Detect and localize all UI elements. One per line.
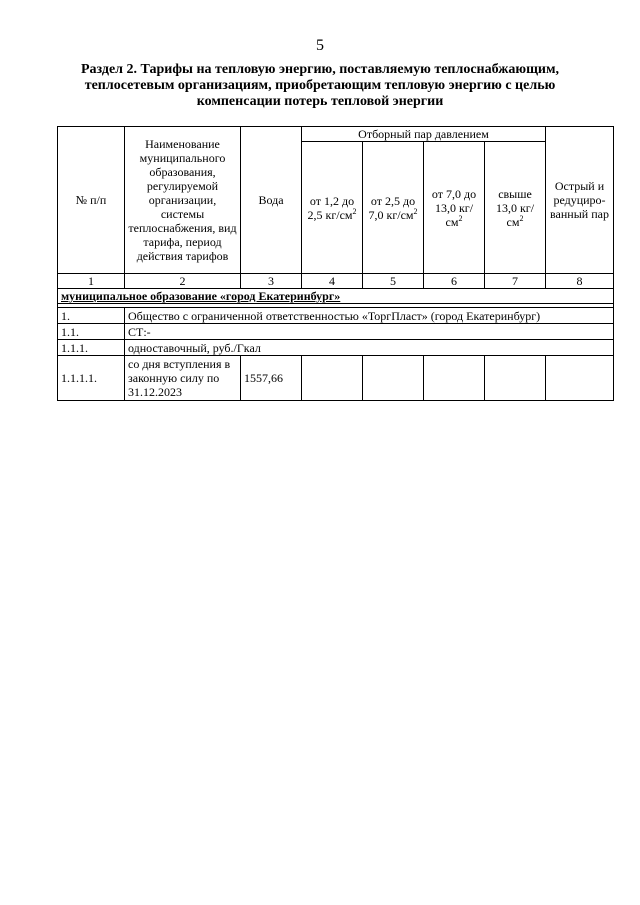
header-pressure-2 — [363, 142, 424, 274]
column-number: 5 — [363, 274, 424, 289]
superscript-2: 2 — [458, 213, 463, 223]
superscript-2: 2 — [519, 213, 524, 223]
pressure-4-value — [485, 356, 546, 401]
table-row — [58, 324, 614, 340]
row-num: 1.1. — [58, 324, 125, 340]
column-number: 4 — [302, 274, 363, 289]
organization-name: Общество с ограниченной ответственностью «ТоргПласт» (город Екатеринбург) — [125, 308, 614, 324]
tariff-type: одноставочный, руб./Гкал — [125, 340, 614, 356]
header-water: Вода — [241, 127, 302, 274]
municipality-row: муниципальное образование «город Екатеринбург» — [58, 289, 614, 304]
pressure-2-value — [363, 356, 424, 401]
row-num: 1. — [58, 308, 125, 324]
table-row — [58, 356, 614, 401]
column-number: 7 — [485, 274, 546, 289]
header-sharp-steam: Острый и редуциро-ванный пар — [546, 127, 614, 274]
table-row — [58, 308, 614, 324]
header-pressure-1-label: от 1,2 до 2,5 кг/см — [307, 193, 355, 222]
header-pressure-3-label: от 7,0 до 13,0 кг/см — [431, 186, 477, 229]
superscript-2: 2 — [413, 206, 418, 216]
pressure-1-value — [302, 356, 363, 401]
row-num: 1.1.1.1. — [58, 356, 125, 401]
heat-system: СТ:- — [125, 324, 614, 340]
row-num: 1.1.1. — [58, 340, 125, 356]
superscript-2: 2 — [352, 206, 357, 216]
column-number: 8 — [546, 274, 614, 289]
section-title-line-1: Раздел 2. Тарифы на тепловую энергию, поставляемую теплоснабжающим, — [80, 62, 560, 77]
section-title — [70, 62, 570, 110]
column-number: 2 — [125, 274, 241, 289]
column-number: 3 — [241, 274, 302, 289]
header-num: № п/п — [58, 127, 125, 274]
header-pressure-4 — [485, 142, 546, 274]
tariff-table — [57, 126, 614, 401]
header-steam-group: Отборный пар давлением — [302, 127, 546, 142]
header-pressure-3 — [424, 142, 485, 274]
header-pressure-2-label: от 2,5 до 7,0 кг/см — [368, 193, 416, 222]
header-name: Наименование муниципального образования, регулируемой организации, системы теплоснабжения, вид тарифа, период действия тарифов — [125, 127, 241, 274]
section-title-line-3: компенсации потерь тепловой энергии — [196, 94, 444, 109]
tariff-period: со дня вступления в законную силу по 31.12.2023 — [125, 356, 241, 401]
header-pressure-1 — [302, 142, 363, 274]
page-number: 5 — [316, 37, 324, 54]
pressure-3-value — [424, 356, 485, 401]
table-row — [58, 340, 614, 356]
header-pressure-4-label: свыше 13,0 кг/см — [495, 186, 535, 229]
sharp-steam-value — [546, 356, 614, 401]
section-title-line-2: теплосетевым организациям, приобретающим тепловую энергию с целью — [84, 78, 556, 93]
column-number: 1 — [58, 274, 125, 289]
column-number: 6 — [424, 274, 485, 289]
water-tariff-value: 1557,66 — [241, 356, 302, 401]
